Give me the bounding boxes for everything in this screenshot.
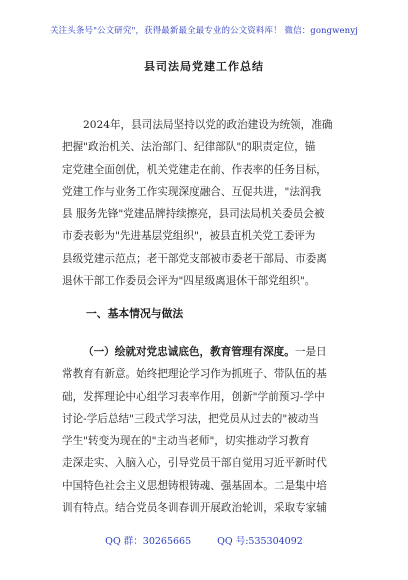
text-line [62,341,352,363]
text-line: 讨论-学后总结"三段式学习法，把党员从过去的"被动当 [62,412,319,425]
qq-group: QQ 群：30265665 [105,536,192,547]
text-line: 县 服务先锋"党建品牌持续擦亮，县司法局机关委员会被 [62,208,325,221]
text-line: 础，发挥理论中心组学习表率作用，创新"学前预习-学中 [62,390,325,403]
intro-paragraph [62,114,352,292]
text-line: 市委表彰为"先进基层党组织"，被县直机关党工委评为 [62,230,316,243]
qq-number: QQ 号:535304092 [217,536,303,547]
sub-heading-tail: 一是日 [294,346,327,358]
sub-heading: （一）绘就对党忠诚底色，教育管理有深度。 [83,346,295,358]
text-line: 中国特色社会主义思想铸根铸魂、强基固本。二是集中培 [62,479,327,492]
text-line: 县级党建示范点；老干部党支部被市委老干部局、市委离 [62,252,327,265]
text-line: 学生"转变为现在的"主动当老师"，切实推动学习教育 [62,435,310,448]
text-line: 2024年，县司法局坚持以党的政治建设为统领，准确 [83,119,333,131]
text-line: 把握"政治机关、法治部门、纪律部队"的职责定位，锚 [62,141,316,154]
text-line: 训有特点。结合党员冬训春训开展政治轮训，采取专家辅 [62,502,327,515]
text-line: 退休干部工作委员会评为"四星级离退休干部党组织"。 [62,275,316,288]
promo-banner: 关注头条号"公文研究"，获得最新最全最专业的公文资料库！ 微信：gongwenyj [50,26,358,36]
page-title: 县司法局党建工作总结 [144,60,264,73]
text-line: 党建工作与业务工作实现深度融合、互促共进，"法润我 [62,185,322,198]
text-line: 走深走实、入脑入心，引导党员干部自觉用习近平新时代 [62,457,327,470]
contact-footer [0,533,408,547]
section-heading: 一、基本情况与做法 [86,307,184,320]
text-line: 常教育有新意。始终把理论学习作为抓班子、带队伍的基 [62,368,327,381]
body-paragraph [62,341,352,519]
text-line: 定党建全面创优，机关党建走在前、作表率的任务目标， [62,163,327,176]
